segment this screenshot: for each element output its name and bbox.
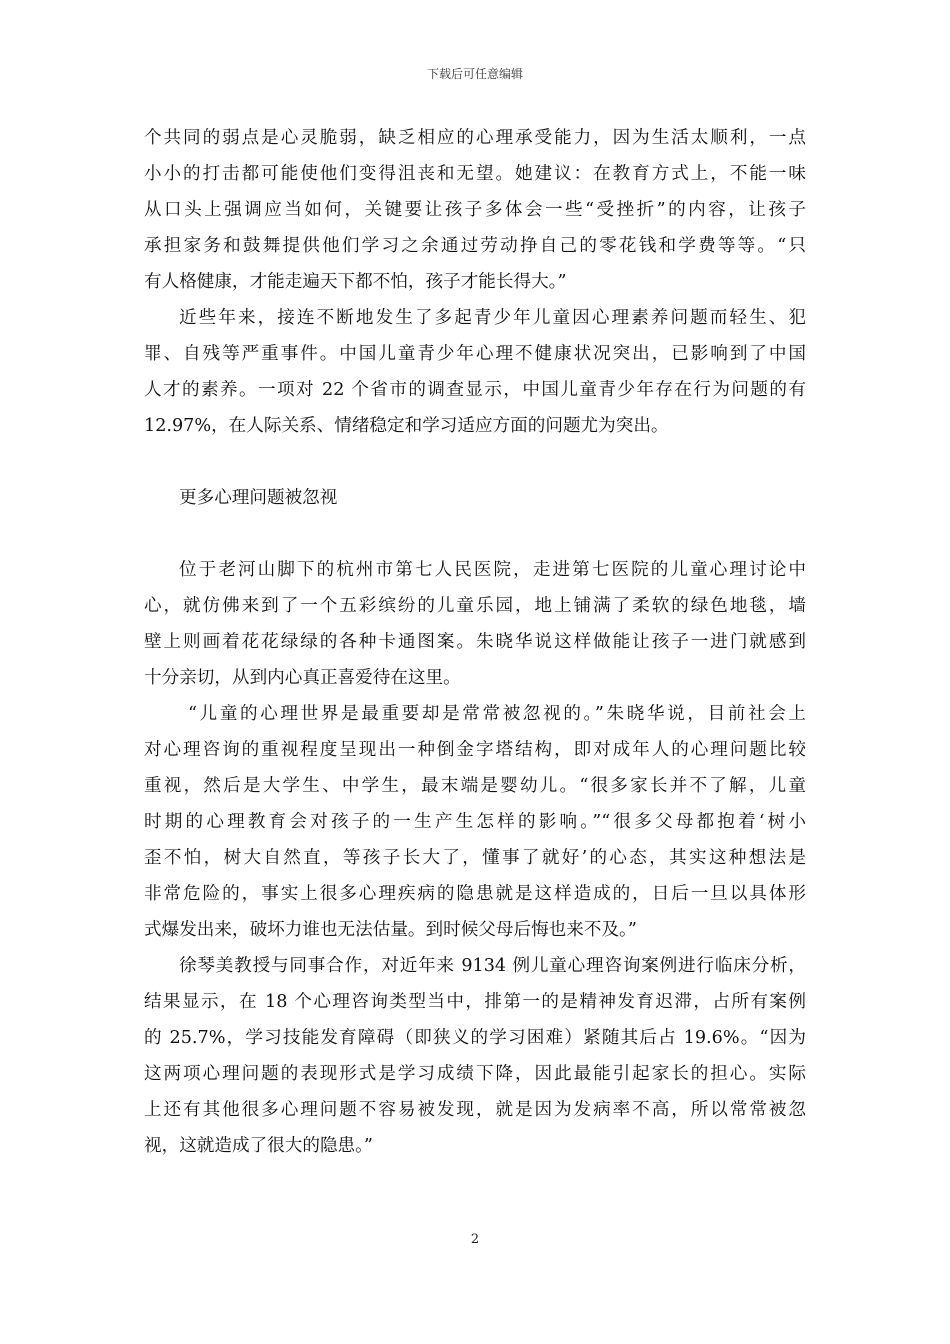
- text-line: 承担家务和鼓舞提供他们学习之余通过劳动挣自己的零花钱和学费等等。“只: [144, 236, 806, 256]
- text-line: 这两项心理问题的表现形式是学习成绩下降，因此最能引起家长的担心。实际: [144, 1064, 806, 1084]
- paragraph-study: [144, 948, 806, 1164]
- text-line: 从口头上强调应当如何，关键要让孩子多体会一些“受挫折”的内容，让孩子: [144, 200, 806, 220]
- text-line: “儿童的心理世界是最重要却是常常被忽视的。”朱晓华说，目前社会上: [188, 704, 806, 724]
- text-line: 非常危险的，事实上很多心理疾病的隐患就是这样造成的，日后一旦以具体形: [144, 884, 806, 904]
- document-body: [144, 120, 806, 1164]
- text-line: 歪不怕，树大自然直，等孩子长大了，懂事了就好’的心态，其实这种想法是: [144, 848, 806, 868]
- text-line: 位于老河山脚下的杭州市第七人民医院，走进第七医院的儿童心理讨论中: [179, 560, 806, 580]
- text-line: 时期的心理教育会对孩子的一生产生怎样的影响。”“很多父母都抱着‘树小: [144, 812, 806, 832]
- text-line: 12.97%，在人际关系、情绪稳定和学习适应方面的问题尤为突出。: [144, 416, 669, 436]
- paragraph-recent-years: [144, 300, 806, 444]
- text-line: 心，就仿佛来到了一个五彩缤纷的儿童乐园，地上铺满了柔软的绿色地毯，墙: [144, 596, 806, 616]
- paragraph-continuation: [144, 120, 806, 300]
- text-line: 视，这就造成了很大的隐患。”: [144, 1136, 373, 1156]
- text-line: 罪、自残等严重事件。中国儿童青少年心理不健康状况突出，已影响到了中国: [144, 344, 806, 364]
- header-note: 下载后可任意编辑: [426, 67, 523, 81]
- text-line: 近些年来，接连不断地发生了多起青少年儿童因心理素养问题而轻生、犯: [179, 308, 806, 328]
- text-line: 十分亲切，从到内心真正喜爱待在这里。: [144, 668, 461, 688]
- text-line: 式爆发出来，破坏力谁也无法估量。到时候父母后悔也来不及。”: [144, 920, 637, 940]
- text-line: 人才的素养。一项对 22 个省市的调查显示，中国儿童青少年存在行为问题的有: [144, 380, 806, 400]
- text-line: 小小的打击都可能使他们变得沮丧和无望。她建议：在教育方式上，不能一味: [144, 164, 806, 184]
- text-line: 重视，然后是大学生、中学生，最末端是婴幼儿。“很多家长并不了解，儿童: [144, 776, 806, 796]
- paragraph-quote: [144, 696, 806, 948]
- text-line: 结果显示，在 18 个心理咨询类型当中，排第一的是精神发育迟滞，占所有案例: [144, 992, 806, 1012]
- text-line: 有人格健康，才能走遍天下都不怕，孩子才能长得大。”: [144, 272, 567, 292]
- paragraph-hospital: [144, 552, 806, 696]
- text-line: 徐琴美教授与同事合作，对近年来 9134 例儿童心理咨询案例进行临床分析，: [179, 956, 806, 976]
- text-line: 壁上则画着花花绿绿的各种卡通图案。朱晓华说这样做能让孩子一进门就感到: [144, 632, 806, 652]
- page-number: 2: [470, 1232, 480, 1247]
- text-line: 的 25.7%，学习技能发育障碍（即狭义的学习困难）紧随其后占 19.6%。“因为: [144, 1028, 806, 1048]
- text-line: 上还有其他很多心理问题不容易被发现，就是因为发病率不高，所以常常被忽: [144, 1100, 806, 1120]
- text-line: 对心理咨询的重视程度呈现出一种倒金字塔结构，即对成年人的心理问题比较: [144, 740, 806, 760]
- text-line: 个共同的弱点是心灵脆弱，缺乏相应的心理承受能力，因为生活太顺利，一点: [144, 128, 806, 148]
- section-heading: 更多心理问题被忽视: [179, 488, 338, 508]
